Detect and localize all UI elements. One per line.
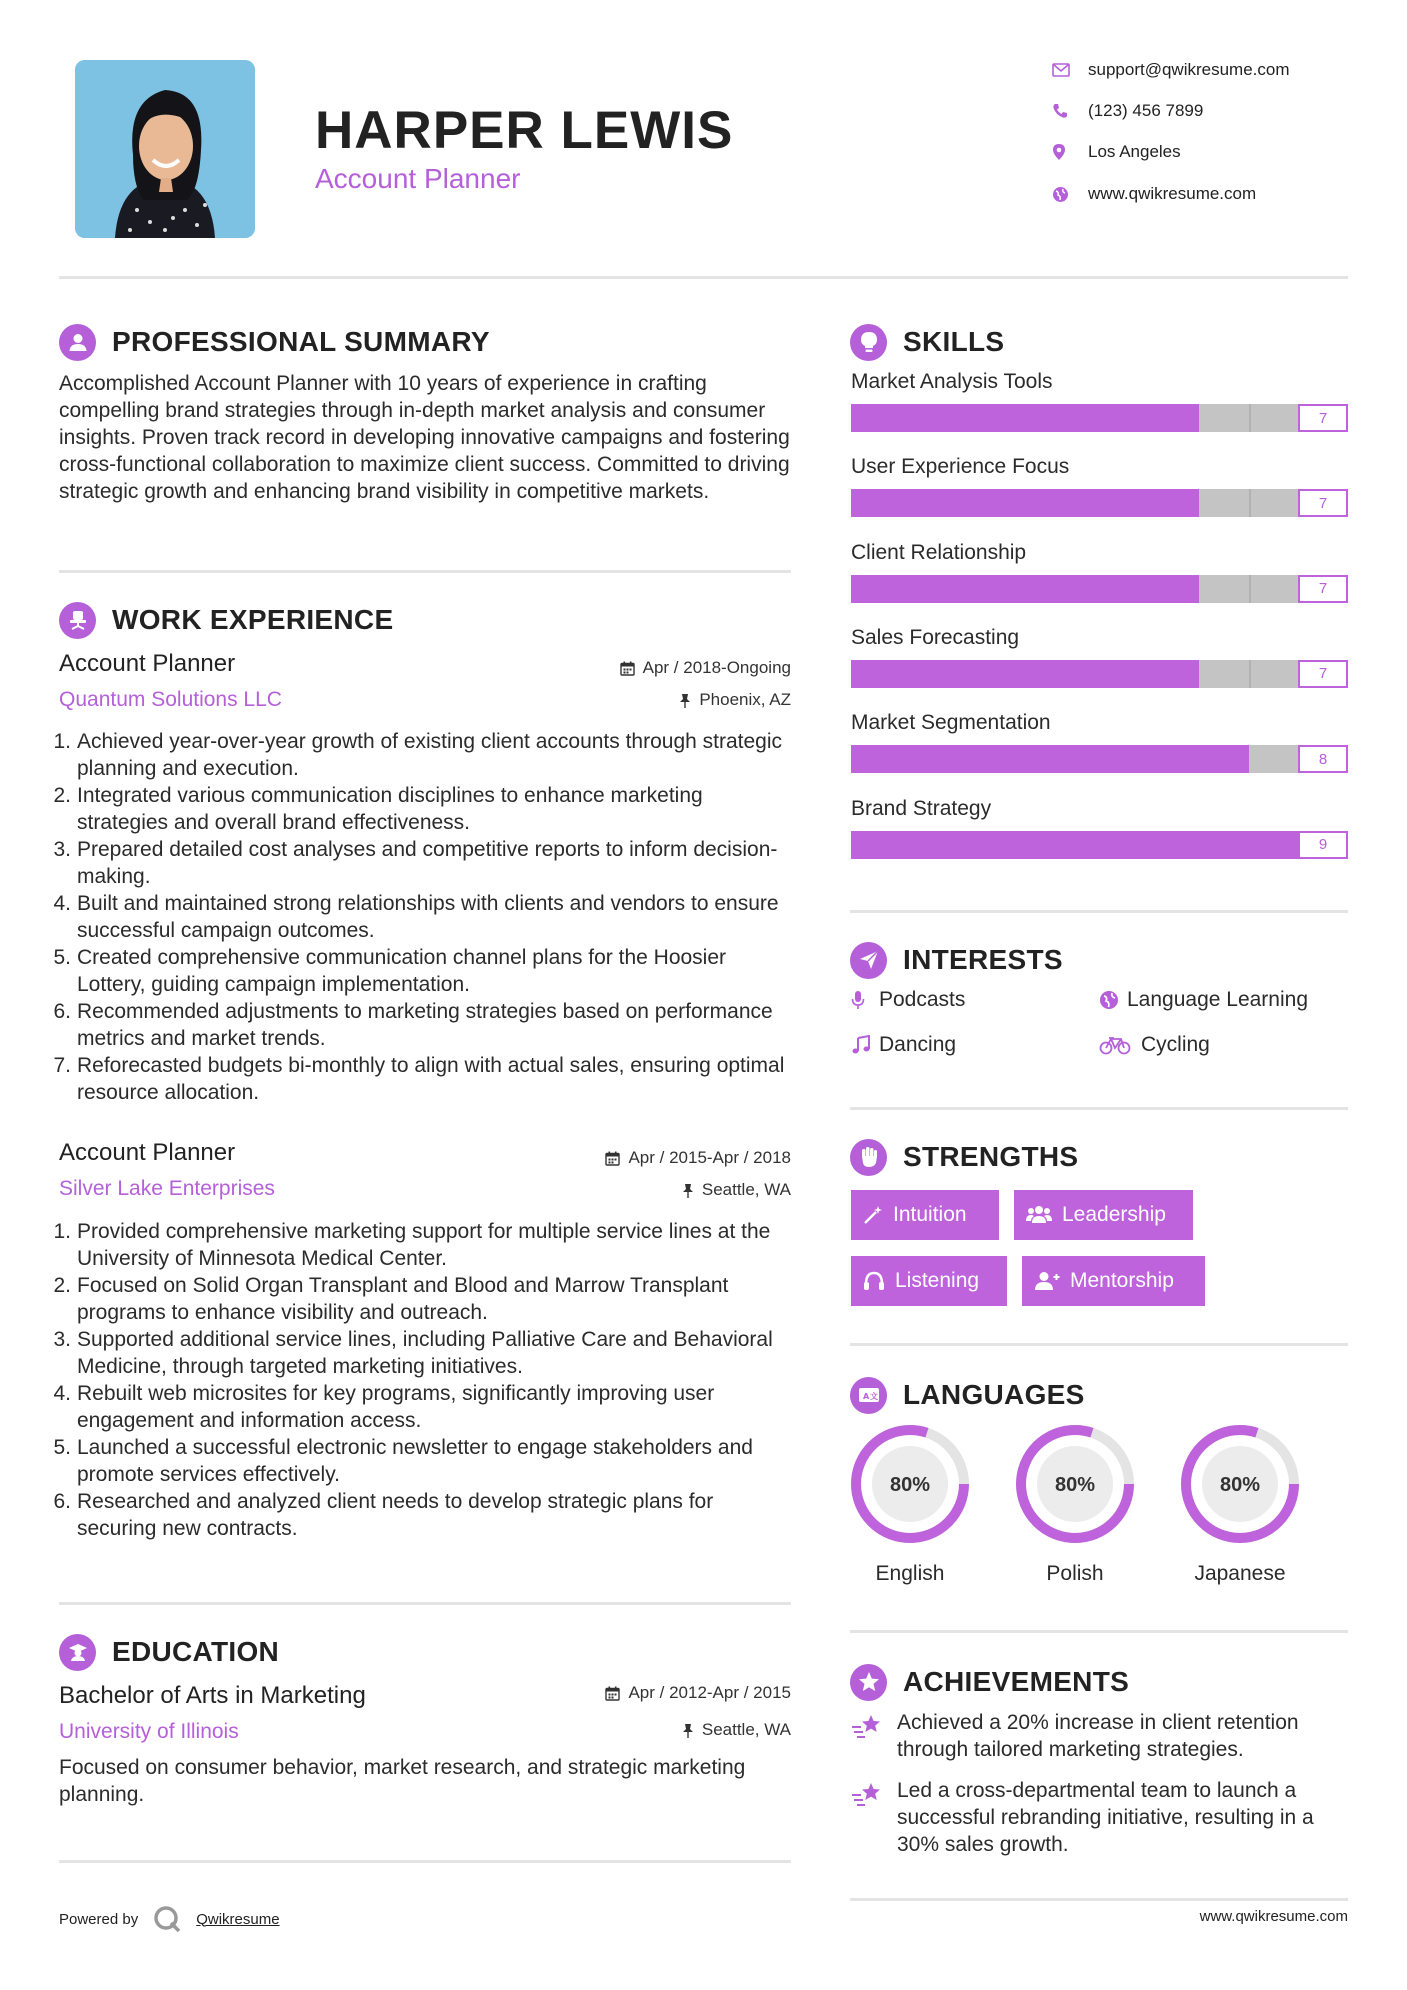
graduate-icon xyxy=(59,1634,96,1671)
job-location xyxy=(500,1180,791,1200)
skill-row xyxy=(851,626,1348,688)
envelope-icon xyxy=(1052,63,1088,77)
strengths-title: STRENGTHS xyxy=(903,1141,1079,1172)
language-ring xyxy=(848,1422,972,1546)
skill-name: Market Segmentation xyxy=(851,711,1051,735)
skill-bar-segment xyxy=(1249,404,1251,432)
strengths-heading xyxy=(850,1137,1078,1177)
strengths-divider xyxy=(850,1343,1348,1346)
school-name: University of Illinois xyxy=(59,1720,239,1743)
languages-heading xyxy=(850,1375,1085,1415)
strength-tag xyxy=(1022,1256,1205,1306)
education-title: EDUCATION xyxy=(112,1636,280,1667)
language-percent: 80% xyxy=(1219,1474,1261,1496)
skill-row xyxy=(851,541,1348,603)
list-item: 6. Recommended adjustments to marketing strategies based on performance metrics and market trends. xyxy=(53,1000,773,1050)
qwikresume-link[interactable]: Qwikresume xyxy=(196,1910,280,1928)
language-percent: 80% xyxy=(1054,1474,1096,1496)
strength-label: Intuition xyxy=(893,1203,967,1226)
job-title: Account Planner xyxy=(59,650,236,677)
job-dates xyxy=(500,1148,791,1168)
skill-bar-fill xyxy=(851,404,1199,432)
job-company: Quantum Solutions LLC xyxy=(59,688,282,711)
language-ring xyxy=(1013,1422,1137,1546)
skill-score: 8 xyxy=(1298,745,1348,773)
achievements-heading xyxy=(850,1662,1129,1702)
contact-phone-text: (123) 456 7899 xyxy=(1088,101,1204,120)
skill-bar-fill xyxy=(851,489,1199,517)
list-item: 4. Built and maintained strong relationships with clients and vendors to ensure successful campaign outcomes. xyxy=(53,892,779,942)
languages-divider xyxy=(850,1630,1348,1633)
skill-row xyxy=(851,370,1348,432)
paper-plane-icon xyxy=(850,942,887,979)
job-location-text: Seattle, WA xyxy=(701,1180,791,1199)
skill-bar-fill xyxy=(851,745,1249,773)
language-name: Polish xyxy=(1046,1562,1104,1585)
skill-name: Market Analysis Tools xyxy=(851,370,1053,393)
achievement-text: Achieved a 20% increase in client retention through tailored marketing strategies. xyxy=(897,1711,1299,1761)
interest-label: Language Learning xyxy=(1127,988,1309,1011)
strength-tag xyxy=(1014,1190,1193,1240)
interests-heading xyxy=(850,940,1063,980)
language-item xyxy=(995,1422,1155,1586)
globe-icon xyxy=(1052,186,1088,203)
summary-divider xyxy=(59,570,791,573)
powered-by-label: Powered by xyxy=(59,1910,139,1928)
strength-tag xyxy=(851,1190,999,1240)
star-badge-icon xyxy=(850,1664,887,1701)
interest-label: Podcasts xyxy=(879,988,966,1011)
users-icon xyxy=(1026,1205,1052,1225)
office-chair-icon xyxy=(59,602,96,639)
microphone-icon xyxy=(851,990,879,1010)
interest-label: Cycling xyxy=(1141,1033,1210,1056)
language-name: English xyxy=(875,1562,945,1585)
degree-title: Bachelor of Arts in Marketing xyxy=(59,1682,366,1709)
translate-icon xyxy=(850,1377,887,1414)
headphones-icon xyxy=(863,1271,885,1291)
phone-icon xyxy=(1052,103,1088,119)
education-dates xyxy=(500,1683,791,1703)
achievement-text: Led a cross-departmental team to launch a successful rebranding initiative, resulting in a 30% sales growth. xyxy=(897,1779,1314,1856)
language-ring xyxy=(1178,1422,1302,1546)
skill-name: Client Relationship xyxy=(851,540,1027,564)
candidate-name: HARPER LEWIS xyxy=(315,101,734,160)
education-description: Focused on consumer behavior, market research, and strategic marketing planning. xyxy=(59,1756,746,1806)
skill-bar xyxy=(851,575,1348,603)
contact-phone[interactable] xyxy=(1052,96,1372,126)
achievements-divider xyxy=(850,1898,1348,1901)
skill-row xyxy=(851,711,1348,773)
bicycle-icon xyxy=(1099,1035,1141,1055)
pushpin-icon xyxy=(679,693,691,708)
skill-name: Sales Forecasting xyxy=(851,625,1020,649)
user-plus-icon xyxy=(1034,1271,1060,1291)
education-dates-text: Apr / 2012-Apr / 2015 xyxy=(628,1683,791,1702)
skill-row xyxy=(851,797,1348,859)
skill-score: 9 xyxy=(1298,831,1348,859)
skill-bar-segment xyxy=(1249,575,1251,603)
skill-row xyxy=(851,455,1348,517)
list-item: 1. Achieved year-over-year growth of existing client accounts through strategic planning and execution. xyxy=(53,730,783,780)
pushpin-icon xyxy=(682,1723,694,1738)
skill-bar xyxy=(851,831,1348,859)
experience-heading xyxy=(59,600,393,640)
job-responsibilities xyxy=(53,1218,793,1542)
shooting-star-icon xyxy=(851,1777,897,1858)
job-location-text: Phoenix, AZ xyxy=(699,690,791,709)
interest-item xyxy=(851,988,965,1012)
header-divider xyxy=(59,276,1348,279)
language-percent: 80% xyxy=(889,1474,931,1496)
job-dates xyxy=(500,658,791,678)
interest-label: Dancing xyxy=(879,1033,957,1056)
music-note-icon xyxy=(851,1035,879,1055)
language-item xyxy=(1160,1422,1320,1586)
education-location xyxy=(500,1720,791,1740)
skill-name: User Experience Focus xyxy=(851,455,1070,479)
education-location-text: Seattle, WA xyxy=(701,1720,791,1739)
candidate-role: Account Planner xyxy=(315,163,521,194)
summary-heading xyxy=(59,322,490,362)
skill-score: 7 xyxy=(1298,660,1348,688)
skill-name: Brand Strategy xyxy=(851,796,992,820)
contact-location-text: Los Angeles xyxy=(1088,142,1181,161)
skill-bar-fill xyxy=(851,575,1199,603)
list-item: 5. Created comprehensive communication channel plans for the Hoosier Lottery, guiding campaign implementation. xyxy=(53,946,727,996)
skills-title: SKILLS xyxy=(903,326,1005,357)
education-heading xyxy=(59,1632,279,1672)
strength-label: Mentorship xyxy=(1070,1269,1174,1292)
skill-bar xyxy=(851,660,1348,688)
contact-website[interactable] xyxy=(1052,179,1372,209)
achievement-item xyxy=(851,1709,1348,1763)
job-dates-text: Apr / 2018-Ongoing xyxy=(642,658,791,677)
calendar-icon xyxy=(605,1151,620,1166)
skill-bar-fill xyxy=(851,660,1199,688)
footer-powered xyxy=(59,1904,280,1934)
skill-bar-fill xyxy=(851,831,1298,859)
job-location xyxy=(500,690,791,710)
language-name: Japanese xyxy=(1194,1562,1286,1585)
languages-list xyxy=(830,1422,1330,1592)
skill-score: 7 xyxy=(1298,404,1348,432)
list-item: 3. Supported additional service lines, including Palliative Care and Behavioral Medicine, through targeted marketing initiatives. xyxy=(53,1328,773,1378)
job-dates-text: Apr / 2015-Apr / 2018 xyxy=(628,1148,791,1167)
list-item: 4. Rebuilt web microsites for key programs, significantly improving user engagement and information access. xyxy=(53,1382,715,1432)
experience-divider xyxy=(59,1602,791,1605)
list-item: 6. Researched and analyzed client needs to develop strategic plans for securing new contracts. xyxy=(53,1490,714,1540)
job-title: Account Planner xyxy=(59,1139,236,1166)
list-item: 5. Launched a successful electronic newsletter to engage stakeholders and promote services effectively. xyxy=(53,1436,753,1486)
fist-icon xyxy=(850,1139,887,1176)
skill-bar-segment xyxy=(1249,489,1251,517)
pushpin-icon xyxy=(682,1183,694,1198)
skills-heading xyxy=(850,322,1004,362)
skill-bar xyxy=(851,489,1348,517)
summary-title: PROFESSIONAL SUMMARY xyxy=(112,326,490,357)
interest-item xyxy=(1099,1033,1210,1057)
language-item xyxy=(830,1422,990,1586)
achievement-item xyxy=(851,1777,1348,1858)
shooting-star-icon xyxy=(851,1709,897,1763)
strength-label: Leadership xyxy=(1062,1203,1166,1226)
experience-title: WORK EXPERIENCE xyxy=(112,604,394,635)
calendar-icon xyxy=(605,1686,620,1701)
qwikresume-logo-icon xyxy=(152,1904,182,1934)
lightbulb-icon xyxy=(850,324,887,361)
interests-divider xyxy=(850,1107,1348,1110)
achievements-title: ACHIEVEMENTS xyxy=(903,1666,1130,1697)
skill-score: 7 xyxy=(1298,575,1348,603)
profile-photo xyxy=(75,60,255,238)
skill-bar xyxy=(851,404,1348,432)
summary-text: Accomplished Account Planner with 10 years of experience in crafting compelling brand strategies through in-depth market analysis and consumer insights. Proven track record in developing innovative campaigns and fostering cross-functional collaboration to maximize client success. Committed to driving strategic growth and enhancing brand visibility in competitive markets. xyxy=(59,372,790,503)
globe-icon xyxy=(1099,990,1127,1010)
skills-divider xyxy=(850,910,1348,913)
skill-bar xyxy=(851,745,1348,773)
interest-item xyxy=(851,1033,956,1057)
contact-email-text: support@qwikresume.com xyxy=(1088,60,1290,79)
strength-tag xyxy=(851,1256,1007,1306)
list-item: 2. Integrated various communication disciplines to enhance marketing strategies and overall brand effectiveness. xyxy=(53,784,703,834)
footer-website[interactable]: www.qwikresume.com xyxy=(1199,1908,1348,1925)
user-icon xyxy=(59,324,96,361)
education-divider xyxy=(59,1860,791,1863)
list-item: 1. Provided comprehensive marketing support for multiple service lines at the University of Minnesota Medical Center. xyxy=(53,1220,771,1270)
svg-text:文: 文 xyxy=(869,1392,878,1401)
list-item: 2. Focused on Solid Organ Transplant and Blood and Marrow Transplant programs to enhance visibility and outreach. xyxy=(53,1274,729,1324)
strength-label: Listening xyxy=(895,1269,980,1292)
contact-location xyxy=(1052,137,1372,167)
svg-text:A: A xyxy=(862,1392,869,1401)
contact-email[interactable] xyxy=(1052,55,1372,85)
calendar-icon xyxy=(620,661,635,676)
job-responsibilities xyxy=(53,728,793,1106)
interests-title: INTERESTS xyxy=(903,944,1063,975)
list-item: 3. Prepared detailed cost analyses and competitive reports to inform decision-making. xyxy=(53,838,778,888)
map-pin-icon xyxy=(1052,143,1088,161)
contact-website-text: www.qwikresume.com xyxy=(1088,184,1257,203)
interest-item xyxy=(1099,988,1308,1012)
list-item: 7. Reforecasted budgets bi-monthly to align with actual sales, ensuring optimal resource allocation. xyxy=(53,1054,785,1104)
skill-bar-segment xyxy=(1249,660,1251,688)
magic-wand-icon xyxy=(863,1205,883,1225)
languages-title: LANGUAGES xyxy=(903,1379,1085,1410)
skill-score: 7 xyxy=(1298,489,1348,517)
job-company: Silver Lake Enterprises xyxy=(59,1177,275,1200)
